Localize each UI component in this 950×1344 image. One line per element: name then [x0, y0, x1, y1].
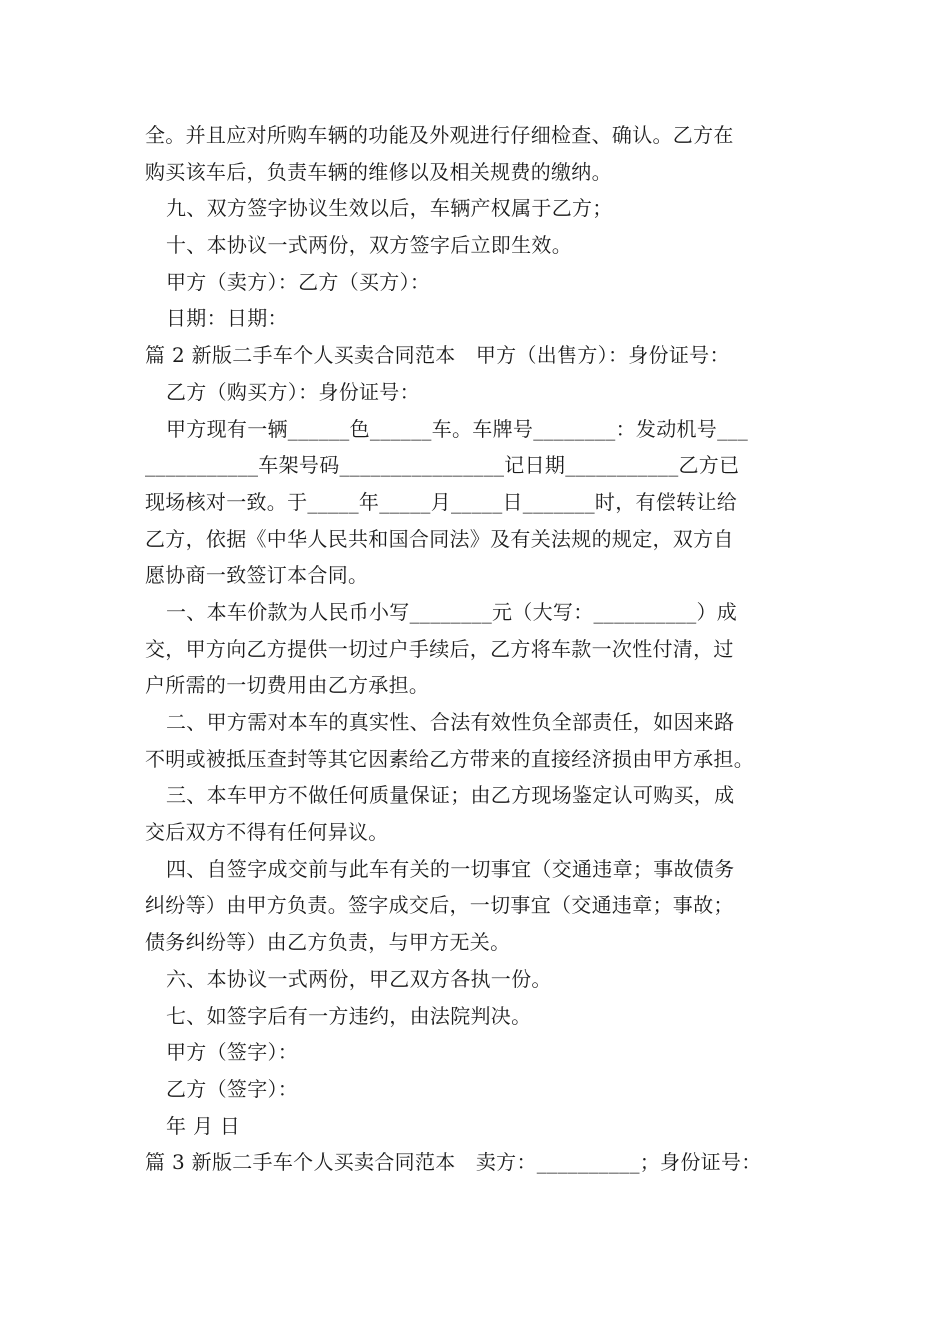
document-line: 七、如签字后有一方违约，由法院判决。	[166, 1003, 532, 1028]
document-line: 六、本协议一式两份，甲乙双方各执一份。	[166, 966, 552, 991]
document-line: 户所需的一切费用由乙方承担。	[145, 673, 430, 698]
document-line: 九、双方签字协议生效以后，车辆产权属于乙方；	[166, 196, 613, 221]
document-line: 纠纷等）由甲方负责。签字成交后，一切事宜（交通违章；事故；	[145, 893, 734, 918]
document-line: 二、甲方需对本车的真实性、合法有效性负全部责任，如因来路	[166, 710, 735, 734]
document-line: 乙方（购买方）：身份证号：	[166, 379, 420, 404]
document-line: 三、本车甲方不做任何质量保证；由乙方现场鉴定认可购买，成	[166, 783, 735, 808]
document-body	[145, 117, 810, 1181]
document-line: 愿协商一致签订本合同。	[145, 563, 369, 588]
document-line: 年 月 日	[166, 1113, 241, 1138]
document-line: 篇 2 新版二手车个人买卖合同范本 甲方（出售方）：身份证号：	[145, 343, 730, 368]
document-line: 交，甲方向乙方提供一切过户手续后，乙方将车款一次性付清，过	[145, 636, 734, 661]
document-line: 甲方现有一辆______色______车。车牌号________：发动机号___	[166, 416, 748, 441]
document-line: 购买该车后，负责车辆的维修以及相关规费的缴纳。	[145, 159, 612, 184]
document-line: 日期：日期：	[166, 306, 288, 331]
document-line: 不明或被抵压查封等其它因素给乙方带来的直接经济损由甲方承担。	[145, 746, 754, 771]
document-line: 十、本协议一式两份，双方签字后立即生效。	[166, 233, 572, 258]
document-line: 乙方，依据《中华人民共和国合同法》及有关法规的规定，双方自	[145, 526, 734, 551]
document-line: 全。并且应对所购车辆的功能及外观进行仔细检查、确认。乙方在	[145, 123, 734, 147]
document-line: 一、本车价款为人民币小写________元（大写：__________）成	[166, 599, 738, 624]
document-line: 甲方（卖方）：乙方（买方）：	[166, 269, 431, 294]
document-line: 篇 3 新版二手车个人买卖合同范本 卖方：__________；身份证号：	[145, 1150, 762, 1175]
document-line: 现场核对一致。于_____年_____月_____日_______时，有偿转让给	[145, 489, 737, 514]
document-line: 四、自签字成交前与此车有关的一切事宜（交通违章；事故债务	[166, 856, 735, 881]
document-line: 乙方（签字）：	[166, 1076, 299, 1101]
document-line: 债务纠纷等）由乙方负责，与甲方无关。	[145, 930, 511, 955]
document-line: 甲方（签字）：	[166, 1040, 299, 1065]
document-line: ___________车架号码________________记日期___________乙方已	[145, 453, 740, 478]
document-line: 交后双方不得有任何异议。	[145, 820, 389, 845]
